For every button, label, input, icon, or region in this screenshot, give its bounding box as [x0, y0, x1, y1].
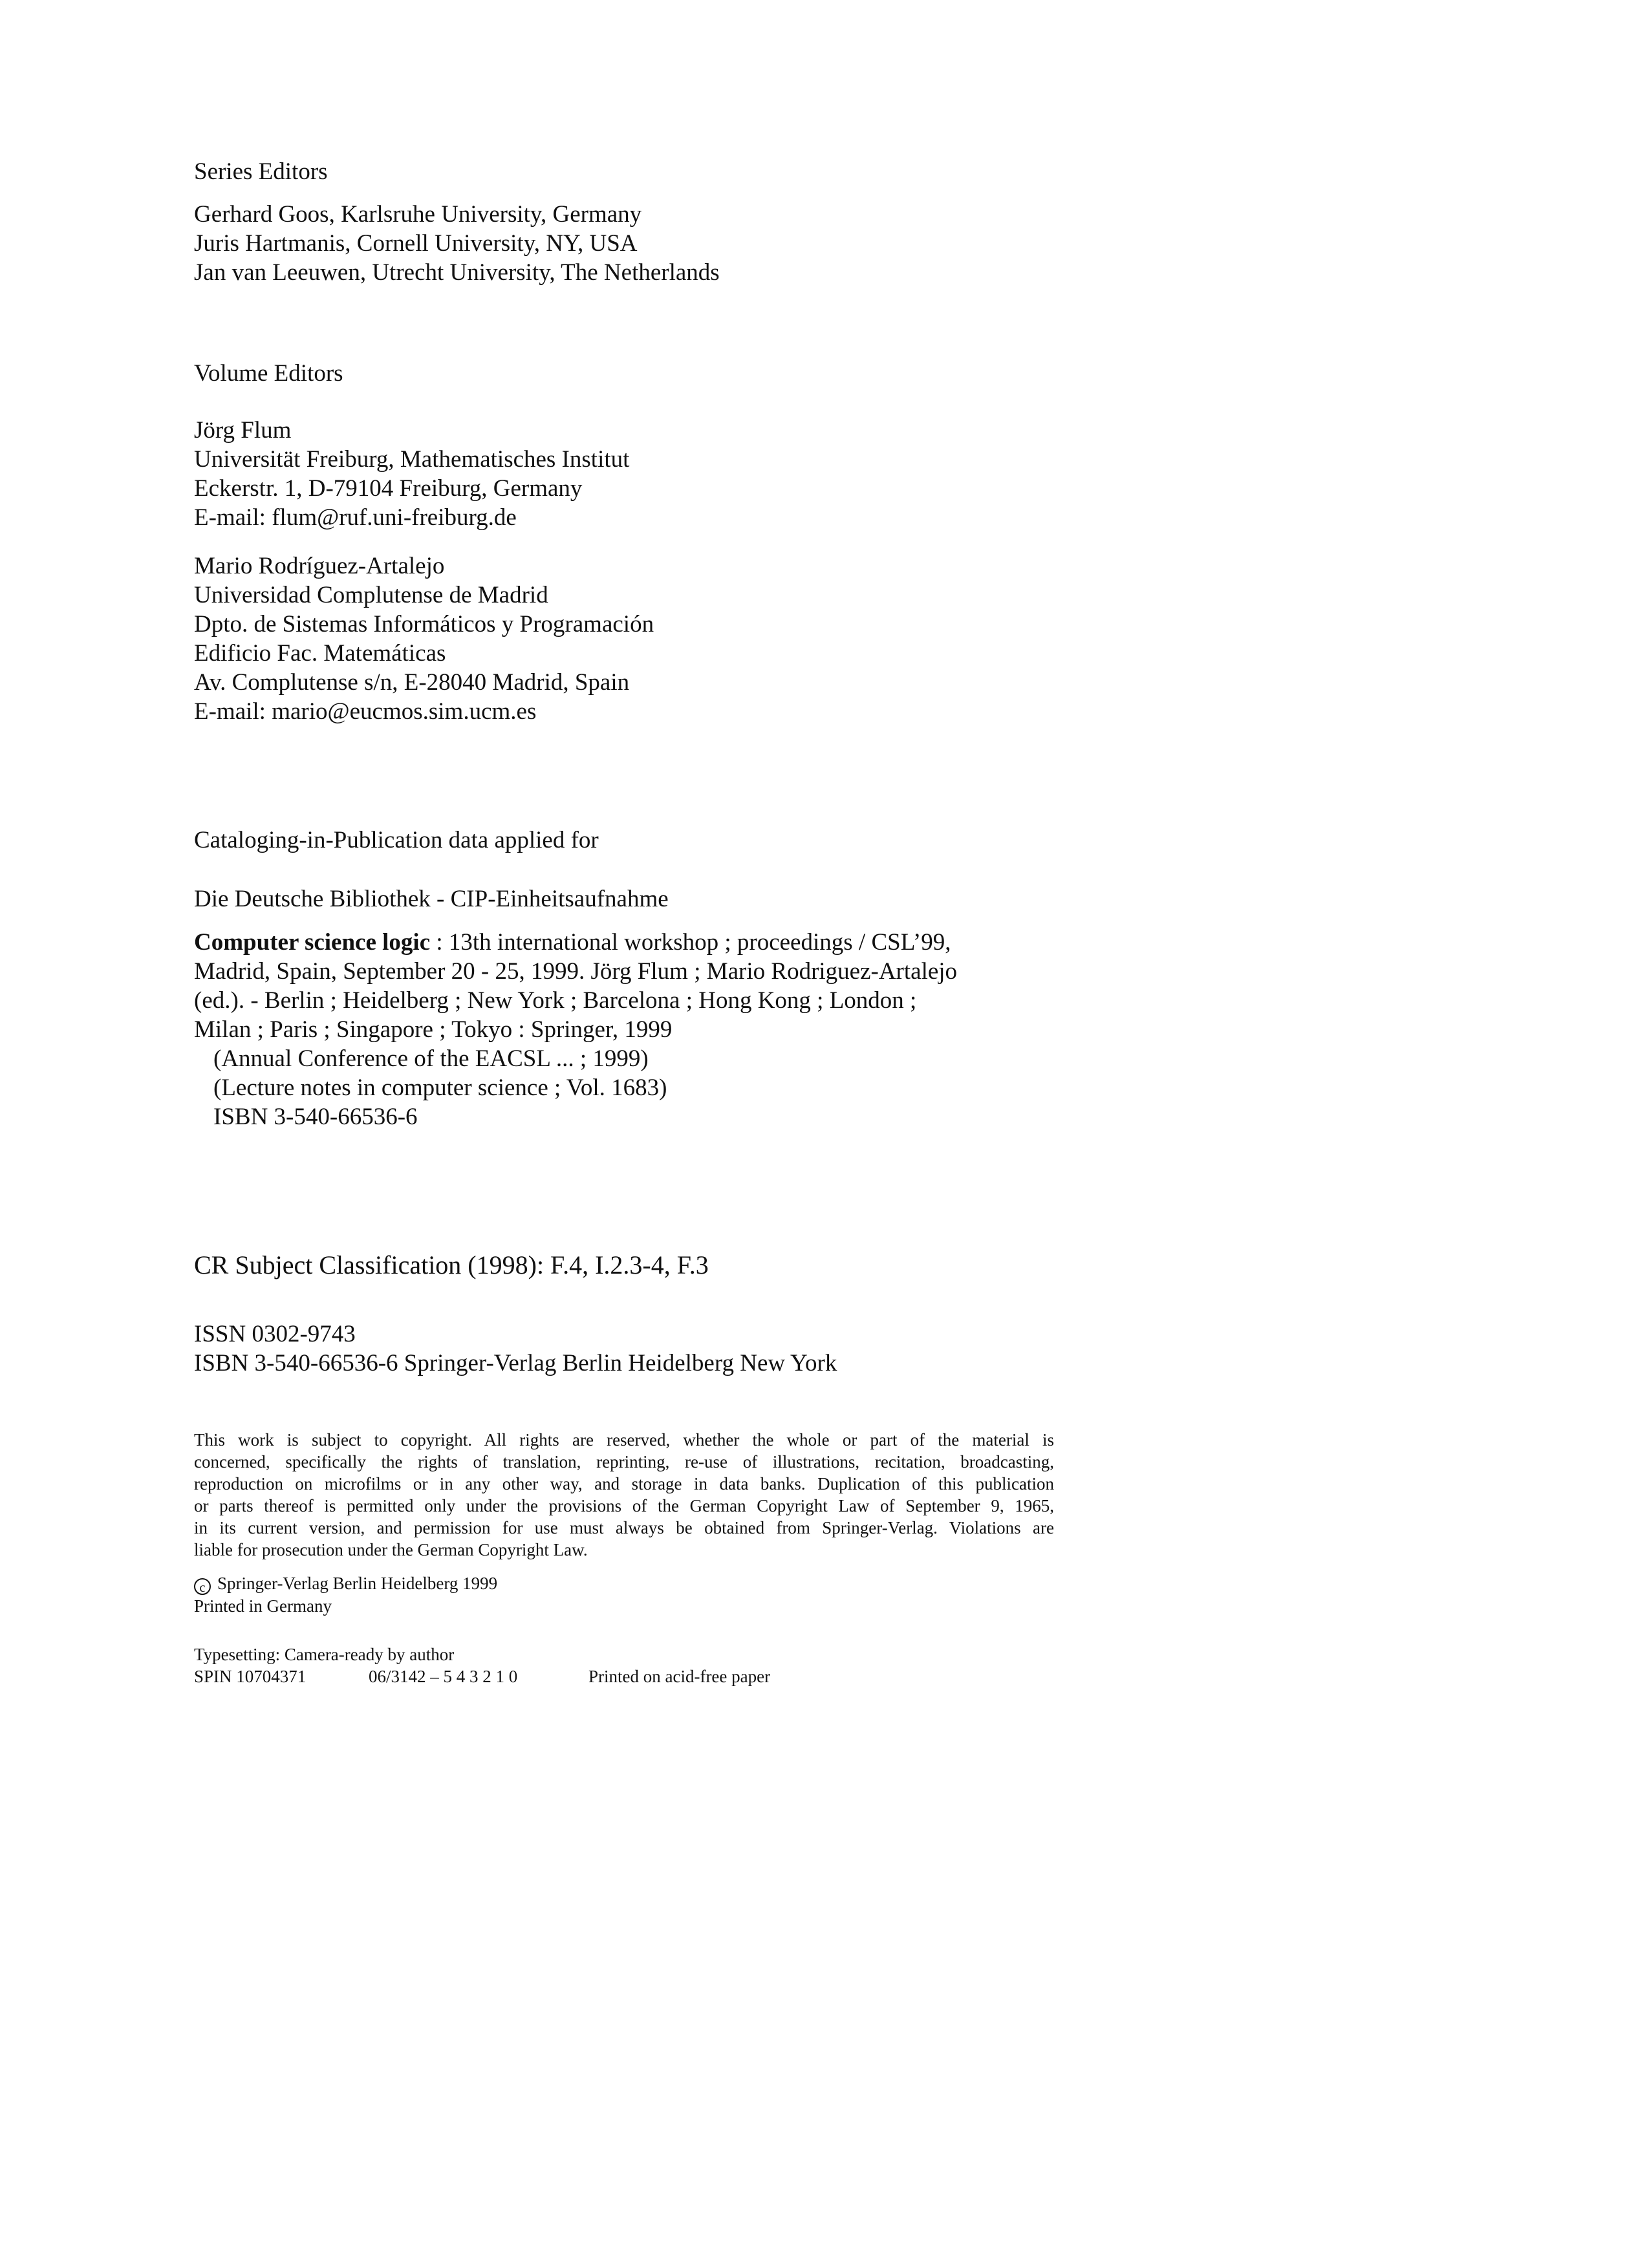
copyright-line [194, 1572, 497, 1595]
notice-line: concerned, specifically the rights of translation, reprinting, re-use of illustrations, recitation, broadcasting, [194, 1452, 1054, 1471]
cip-line: Madrid, Spain, September 20 - 25, 1999. Jörg Flum ; Mario Rodriguez-Artalejo [194, 958, 958, 985]
notice-line: liable for prosecution under the German Copyright Law. [194, 1540, 588, 1559]
series-editor: Juris Hartmanis, Cornell University, NY, USA [194, 230, 638, 257]
editor-line: Av. Complutense s/n, E-28040 Madrid, Spain [194, 669, 630, 696]
editor-email: E-mail: mario@eucmos.sim.ucm.es [194, 698, 537, 725]
classification-text: CR Subject Classification (1998): F.4, I.2.3-4, F.3 [194, 1250, 709, 1279]
volume-editor-flum [194, 416, 629, 532]
cip-applied [194, 826, 599, 855]
editor-line: Dpto. de Sistemas Informáticos y Programación [194, 611, 654, 637]
cip-title-line [194, 928, 957, 957]
series-heading: Series Editors [194, 158, 328, 185]
editor-email: E-mail: flum@ruf.uni-freiburg.de [194, 504, 517, 531]
cip-library-text: Die Deutsche Bibliothek - CIP-Einheitsaufnahme [194, 886, 669, 912]
cip-isbn: ISBN 3-540-66536-6 [213, 1104, 418, 1130]
acid-free-note: Printed on acid-free paper [588, 1667, 771, 1686]
series-editor: Gerhard Goos, Karlsruhe University, Germany [194, 201, 642, 228]
notice-line: or parts thereof is permitted only under the provisions of the German Copyright Law of September 9, 1965, [194, 1496, 1054, 1515]
copyright-holder-text: Springer-Verlag Berlin Heidelberg 1999 [217, 1574, 498, 1593]
notice-line: reproduction on microfilms or in any other way, and storage in data banks. Duplication of this publication [194, 1474, 1054, 1493]
cip-series-line: (Annual Conference of the EACSL ... ; 1999) [213, 1045, 649, 1072]
notice-line: in its current version, and permission for use must always be obtained from Springer-Verlag. Violations are [194, 1518, 1054, 1537]
cip-line: Milan ; Paris ; Singapore ; Tokyo : Springer, 1999 [194, 1016, 673, 1043]
typesetting: Typesetting: Camera-ready by author [194, 1645, 455, 1664]
editor-line: Edificio Fac. Matemáticas [194, 640, 446, 667]
spin-number: SPIN 10704371 [194, 1667, 307, 1686]
cip-applied-text: Cataloging-in-Publication data applied for [194, 827, 599, 853]
editor-line: Universidad Complutense de Madrid [194, 582, 548, 608]
print-code: 06/3142 – 5 4 3 2 1 0 [369, 1667, 518, 1686]
editor-line: Mario Rodríguez-Artalejo [194, 553, 445, 579]
issn: ISSN 0302-9743 [194, 1321, 356, 1347]
editor-line: Jörg Flum [194, 417, 292, 444]
volume-heading: Volume Editors [194, 360, 343, 387]
cr-classification [194, 1250, 709, 1280]
series-editor: Jan van Leeuwen, Utrecht University, The Netherlands [194, 259, 720, 286]
issn-isbn [194, 1320, 837, 1378]
copyright-icon: c [194, 1578, 211, 1595]
editor-line: Eckerstr. 1, D-79104 Freiburg, Germany [194, 475, 583, 502]
production-info [194, 1643, 770, 1687]
notice-line: This work is subject to copyright. All rights are reserved, whether the whole or part of the material is [194, 1430, 1054, 1450]
volume-editor-rodriguez [194, 551, 654, 726]
series-editors-heading [194, 157, 328, 186]
series-editors-list [194, 200, 720, 287]
printed-in: Printed in Germany [194, 1596, 332, 1616]
isbn: ISBN 3-540-66536-6 Springer-Verlag Berlin Heidelberg New York [194, 1350, 837, 1376]
spin-row [194, 1665, 770, 1687]
cip-series-line: (Lecture notes in computer science ; Vol. 1683) [213, 1075, 667, 1101]
volume-editors-heading [194, 359, 343, 388]
cip-library [194, 884, 669, 914]
cip-title-rest: : 13th international workshop ; proceedings / CSL’99, [430, 929, 951, 956]
cip-record [194, 928, 957, 1131]
copyright-notice [194, 1429, 1054, 1561]
copyright-holder [194, 1572, 497, 1617]
cip-line: (ed.). - Berlin ; Heidelberg ; New York ; Barcelona ; Hong Kong ; London ; [194, 987, 917, 1014]
cip-title-bold: Computer science logic [194, 929, 431, 956]
editor-line: Universität Freiburg, Mathematisches Institut [194, 446, 630, 473]
